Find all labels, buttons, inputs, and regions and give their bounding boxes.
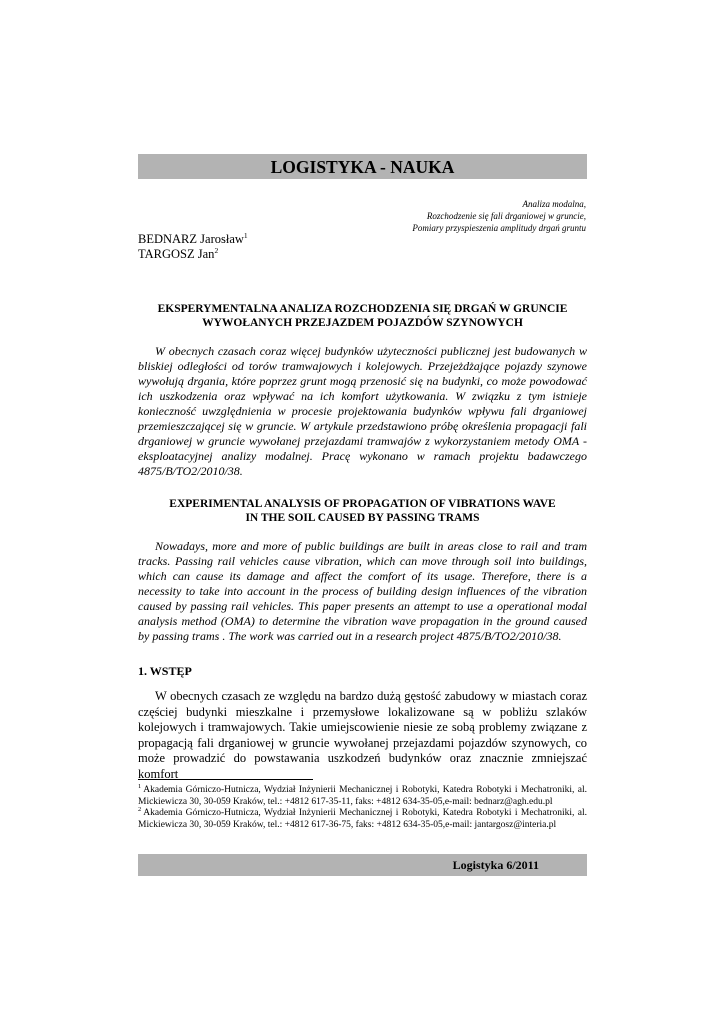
header-banner (138, 154, 587, 179)
abstract-english: Nowadays, more and more of public buildings are built in areas close to rail and tram tracks. Passing rail vehicles cause vibration, which can move through soil into buildings, which can cause its damage and affect the comfort of its usage. Therefore, there is a necessity to take into account in the process of building design influences of the vibration caused by passing rail vehicles. This paper presents an attempt to use a operational modal analysis method (OMA) to determine the vibration wave propagation in the ground caused by passing trams . The work was carried out in a research project 4875/B/TO2/2010/38. (138, 539, 587, 643)
footnotes-block (138, 785, 587, 831)
footnote (138, 808, 587, 831)
abstract-polish: W obecnych czasach coraz więcej budynków użyteczności publicznej jest budowanych w bliskiej odległości od torów tramwajowych i kolejowych. Przejeżdżające pojazdy szynowe wywołują drgania, które poprzez grunt mogą przenosić się na budynki, co może powodować ich uszkodzenia oraz wpływać na ich komfort użytkowania. W związku z tym istnieje konieczność uwzględnienia w procesie projektowania budynków wpływu fali drganiowej przemieszczającej się w gruncie. W artykule przedstawiono próbę określenia propagacji fali drganiowej w gruncie wywołanej przejazdami tramwajów z wykorzystaniem metody OMA - eksploatacyjnej analizy modalnej. Pracę wykonano w ramach projektu badawczego 4875/B/TO2/2010/38. (138, 344, 587, 478)
title-line: WYWOŁANYCH PRZEJAZDEM POJAZDÓW SZYNOWYCH (202, 317, 523, 329)
section-body-text: W obecnych czasach ze względu na bardzo dużą gęstość zabudowy w miastach coraz częściej budynki mieszkalne i przemysłowe lokalizowane są w pobliżu szlaków kolejowych i tramwajowych. Takie umiejscowienie niesie ze sobą problemy związane z propagacją fali drganiowej w gruncie wywołanej przejazdami pojazdów szynowych, co może prowadzić do powstawania uszkodzeń budynków oraz znacznie zmniejszać komfort (138, 689, 587, 781)
paper-title-polish (138, 302, 587, 330)
footnote-text: Akademia Górniczo-Hutnicza, Wydział Inżynierii Mechanicznej i Robotyki, Katedra Robotyki i Mechatroniki, al. Mickiewicza 30, 30-059 Kraków, tel.: +4812 617-36-75, faks: +4812 634-35-05,e-mail: jantargosz@interia.pl (138, 808, 587, 830)
title-line: EXPERIMENTAL ANALYSIS OF PROPAGATION OF VIBRATIONS WAVE (169, 498, 556, 510)
title-line: EKSPERYMENTALNA ANALIZA ROZCHODZENIA SIĘ DRGAŃ W GRUNCIE (157, 303, 568, 315)
authors-block (138, 232, 248, 262)
author-line (138, 247, 248, 262)
author-line (138, 232, 248, 247)
author-affiliation-mark: 1 (243, 231, 248, 240)
author-name: BEDNARZ Jarosław (138, 232, 244, 246)
keyword-line: Pomiary przyspieszenia amplitudy drgań gruntu (412, 223, 586, 233)
keywords-block (266, 198, 586, 234)
keyword-line: Analiza modalna, (522, 199, 586, 209)
section-heading: 1. WSTĘP (138, 664, 192, 678)
title-line: IN THE SOIL CAUSED BY PASSING TRAMS (245, 512, 480, 524)
footnote-mark: 2 (138, 806, 142, 813)
footnote-mark: 1 (138, 783, 142, 790)
footnote-text: Akademia Górniczo-Hutnicza, Wydział Inżynierii Mechanicznej i Robotyki, Katedra Robotyki i Mechatroniki, al. Mickiewicza 30, 30-059 Kraków, tel.: +4812 617-35-11, faks: +4812 634-35-05,e-mail: bednarz@agh.edu.pl (138, 785, 587, 807)
journal-issue-label: Logistyka 6/2011 (452, 858, 539, 872)
footer-banner (138, 854, 587, 876)
footnote-divider (138, 779, 313, 780)
footnote (138, 785, 587, 808)
author-name: TARGOSZ Jan (138, 247, 215, 261)
journal-section-title: LOGISTYKA - NAUKA (270, 157, 455, 177)
keyword-line: Rozchodzenie się fali drganiowej w gruncie, (426, 211, 586, 221)
paper-title-english (138, 497, 587, 525)
author-affiliation-mark: 2 (214, 246, 219, 255)
